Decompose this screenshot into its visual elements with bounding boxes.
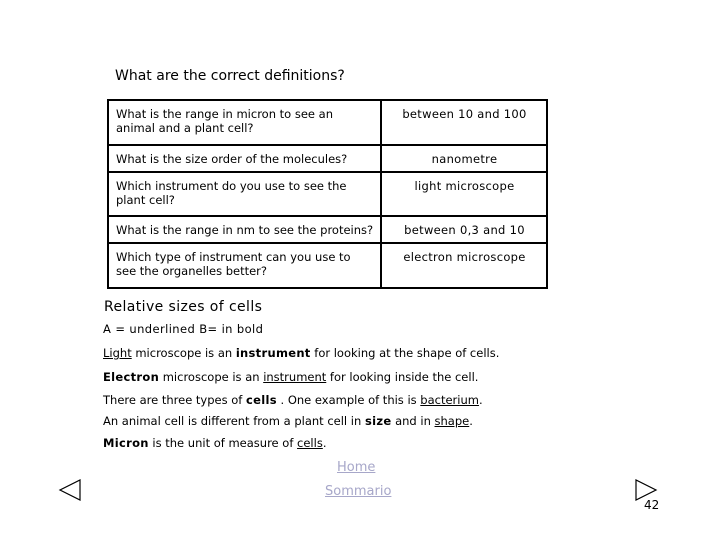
table-row bbox=[108, 145, 547, 172]
underlined-word: bacterium bbox=[420, 393, 479, 407]
sentence-text: microscope is an bbox=[131, 346, 236, 360]
sentence-text: There are three types of bbox=[103, 393, 247, 407]
answer-cell: between 10 and 100 bbox=[381, 100, 547, 145]
sentence-text: is the unit of measure of bbox=[148, 436, 298, 450]
sentence-text: for looking inside the cell. bbox=[326, 370, 479, 384]
sentence-text: and in bbox=[391, 414, 435, 428]
sentence-2 bbox=[103, 370, 478, 384]
underlined-word: cells bbox=[297, 436, 323, 450]
bold-word: Micron bbox=[103, 436, 149, 450]
page-number: 42 bbox=[644, 498, 660, 512]
bold-word: cells bbox=[246, 393, 277, 407]
answer-cell: electron microscope bbox=[381, 243, 547, 288]
sentence-5 bbox=[103, 436, 326, 450]
bold-word: instrument bbox=[235, 346, 311, 360]
answer-cell: nanometre bbox=[381, 145, 547, 172]
table-row bbox=[108, 100, 547, 145]
sentence-text: . bbox=[322, 436, 327, 450]
sentence-text: An animal cell is different from a plant cell in bbox=[103, 414, 365, 428]
answer-cell: light microscope bbox=[381, 172, 547, 217]
table-row bbox=[108, 216, 547, 243]
question-cell: What is the range in nm to see the proteins? bbox=[108, 216, 381, 243]
definitions-table bbox=[107, 99, 548, 289]
table-row bbox=[108, 243, 547, 288]
underlined-word: Light bbox=[103, 346, 132, 360]
section-heading: Relative sizes of cells bbox=[104, 299, 263, 315]
question-cell: Which type of instrument can you use to see the organelles better? bbox=[108, 243, 381, 288]
sentence-1 bbox=[103, 346, 499, 360]
previous-arrow-icon[interactable] bbox=[58, 478, 82, 502]
sentence-text: . bbox=[478, 393, 483, 407]
sentence-text: microscope is an bbox=[159, 370, 264, 384]
underlined-word: shape bbox=[434, 414, 470, 428]
page-title: What are the correct definitions? bbox=[115, 68, 345, 84]
format-legend: A = underlined B= in bold bbox=[103, 322, 264, 336]
underlined-word: instrument bbox=[263, 370, 327, 384]
bold-word: size bbox=[364, 414, 392, 428]
table-row bbox=[108, 172, 547, 217]
sentence-4 bbox=[103, 414, 473, 428]
sentence-text: . bbox=[469, 414, 473, 428]
sentence-3 bbox=[103, 393, 483, 407]
sentence-text: for looking at the shape of cells. bbox=[310, 346, 500, 360]
bold-word: Electron bbox=[103, 370, 160, 384]
question-cell: What is the size order of the molecules? bbox=[108, 145, 381, 172]
sommario-link[interactable]: Sommario bbox=[325, 484, 392, 499]
home-link[interactable]: Home bbox=[337, 460, 376, 475]
question-cell: What is the range in micron to see an animal and a plant cell? bbox=[108, 100, 381, 145]
question-cell: Which instrument do you use to see the plant cell? bbox=[108, 172, 381, 217]
answer-cell: between 0,3 and 10 bbox=[381, 216, 547, 243]
sentence-text: . One example of this is bbox=[276, 393, 421, 407]
